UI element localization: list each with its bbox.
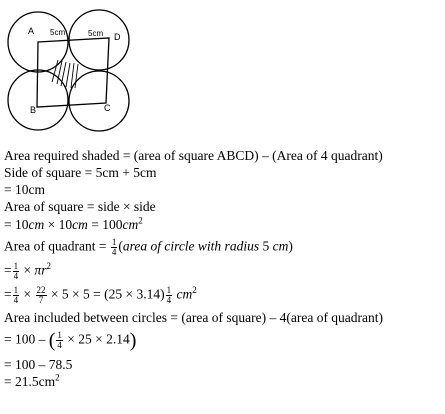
- numerator: 22: [36, 285, 46, 295]
- line-area-between-circles: Area included between circles = (area of square) – 4(area of quadrant): [4, 310, 384, 325]
- paren: ): [129, 329, 137, 352]
- exponent: 2: [55, 372, 60, 383]
- text: ×: [20, 262, 35, 278]
- unit: cm: [173, 286, 193, 302]
- line-side-of-square: Side of square = 5cm + 5cm: [4, 165, 157, 180]
- paren: ): [288, 238, 293, 254]
- fraction: [36, 286, 47, 305]
- line-area-between-calc: [4, 331, 136, 350]
- label-b: B: [30, 105, 37, 115]
- text: ×: [20, 286, 35, 302]
- denominator: 4: [13, 295, 19, 305]
- fraction: [111, 238, 118, 257]
- line-side-result: = 10cm: [4, 182, 45, 197]
- circle-c: [69, 71, 129, 131]
- text: =: [4, 262, 12, 278]
- text: πr: [34, 262, 47, 278]
- label-d: D: [114, 32, 121, 42]
- line-quadrant-formula: [4, 262, 51, 281]
- text: = 21.5cm: [4, 374, 56, 389]
- numerator: 1: [166, 285, 172, 295]
- text: =: [4, 286, 12, 302]
- text: area of circle with radius: [122, 238, 260, 254]
- line-area-required: Area required shaded = (area of square ABCD) – (Area of 4 quadrant): [4, 148, 383, 163]
- numerator: 1: [13, 285, 19, 295]
- label-a: A: [28, 26, 35, 36]
- exponent: 2: [46, 261, 52, 272]
- exponent: 2: [192, 285, 197, 296]
- unit: cm: [72, 217, 88, 232]
- line-area-square-formula: Area of square = side × side: [4, 199, 156, 214]
- line-area-quadrant: [4, 238, 293, 257]
- paren: (: [118, 238, 123, 254]
- line-final-result: [4, 374, 60, 390]
- text: × 5 × 5 = (25 × 3.14): [47, 286, 165, 302]
- numerator: 1: [111, 237, 117, 247]
- numerator: 1: [13, 261, 19, 271]
- text: = 100: [87, 217, 123, 232]
- line-quadrant-calc: [4, 286, 197, 305]
- text: = 10: [4, 217, 29, 232]
- exponent: 2: [138, 215, 143, 226]
- fraction: [13, 286, 20, 305]
- text: × 25 × 2.14: [63, 331, 130, 347]
- denominator: 4: [13, 271, 19, 281]
- line-area-square-calc: [4, 217, 143, 233]
- fraction: [13, 262, 20, 281]
- side-label-right: 5cm: [88, 29, 104, 38]
- fraction: [166, 286, 173, 305]
- denominator: 4: [57, 340, 62, 350]
- fraction: [56, 331, 63, 350]
- denominator: 4: [166, 295, 172, 305]
- text: Area of quadrant =: [4, 238, 110, 254]
- denominator: 7: [38, 295, 44, 305]
- numerator: 1: [57, 330, 62, 340]
- unit: cm: [272, 238, 289, 254]
- unit: cm: [122, 217, 139, 232]
- side-label-left: 5cm: [50, 28, 66, 37]
- line-subtraction: = 100 – 78.5: [4, 357, 73, 372]
- unit: cm: [28, 217, 45, 232]
- text: = 100 –: [4, 331, 49, 347]
- circles-square-figure: [0, 0, 140, 150]
- text: × 10: [44, 217, 73, 232]
- text: 5: [259, 238, 273, 254]
- label-c: C: [104, 103, 111, 113]
- paren: (: [48, 329, 56, 352]
- denominator: 4: [111, 247, 117, 257]
